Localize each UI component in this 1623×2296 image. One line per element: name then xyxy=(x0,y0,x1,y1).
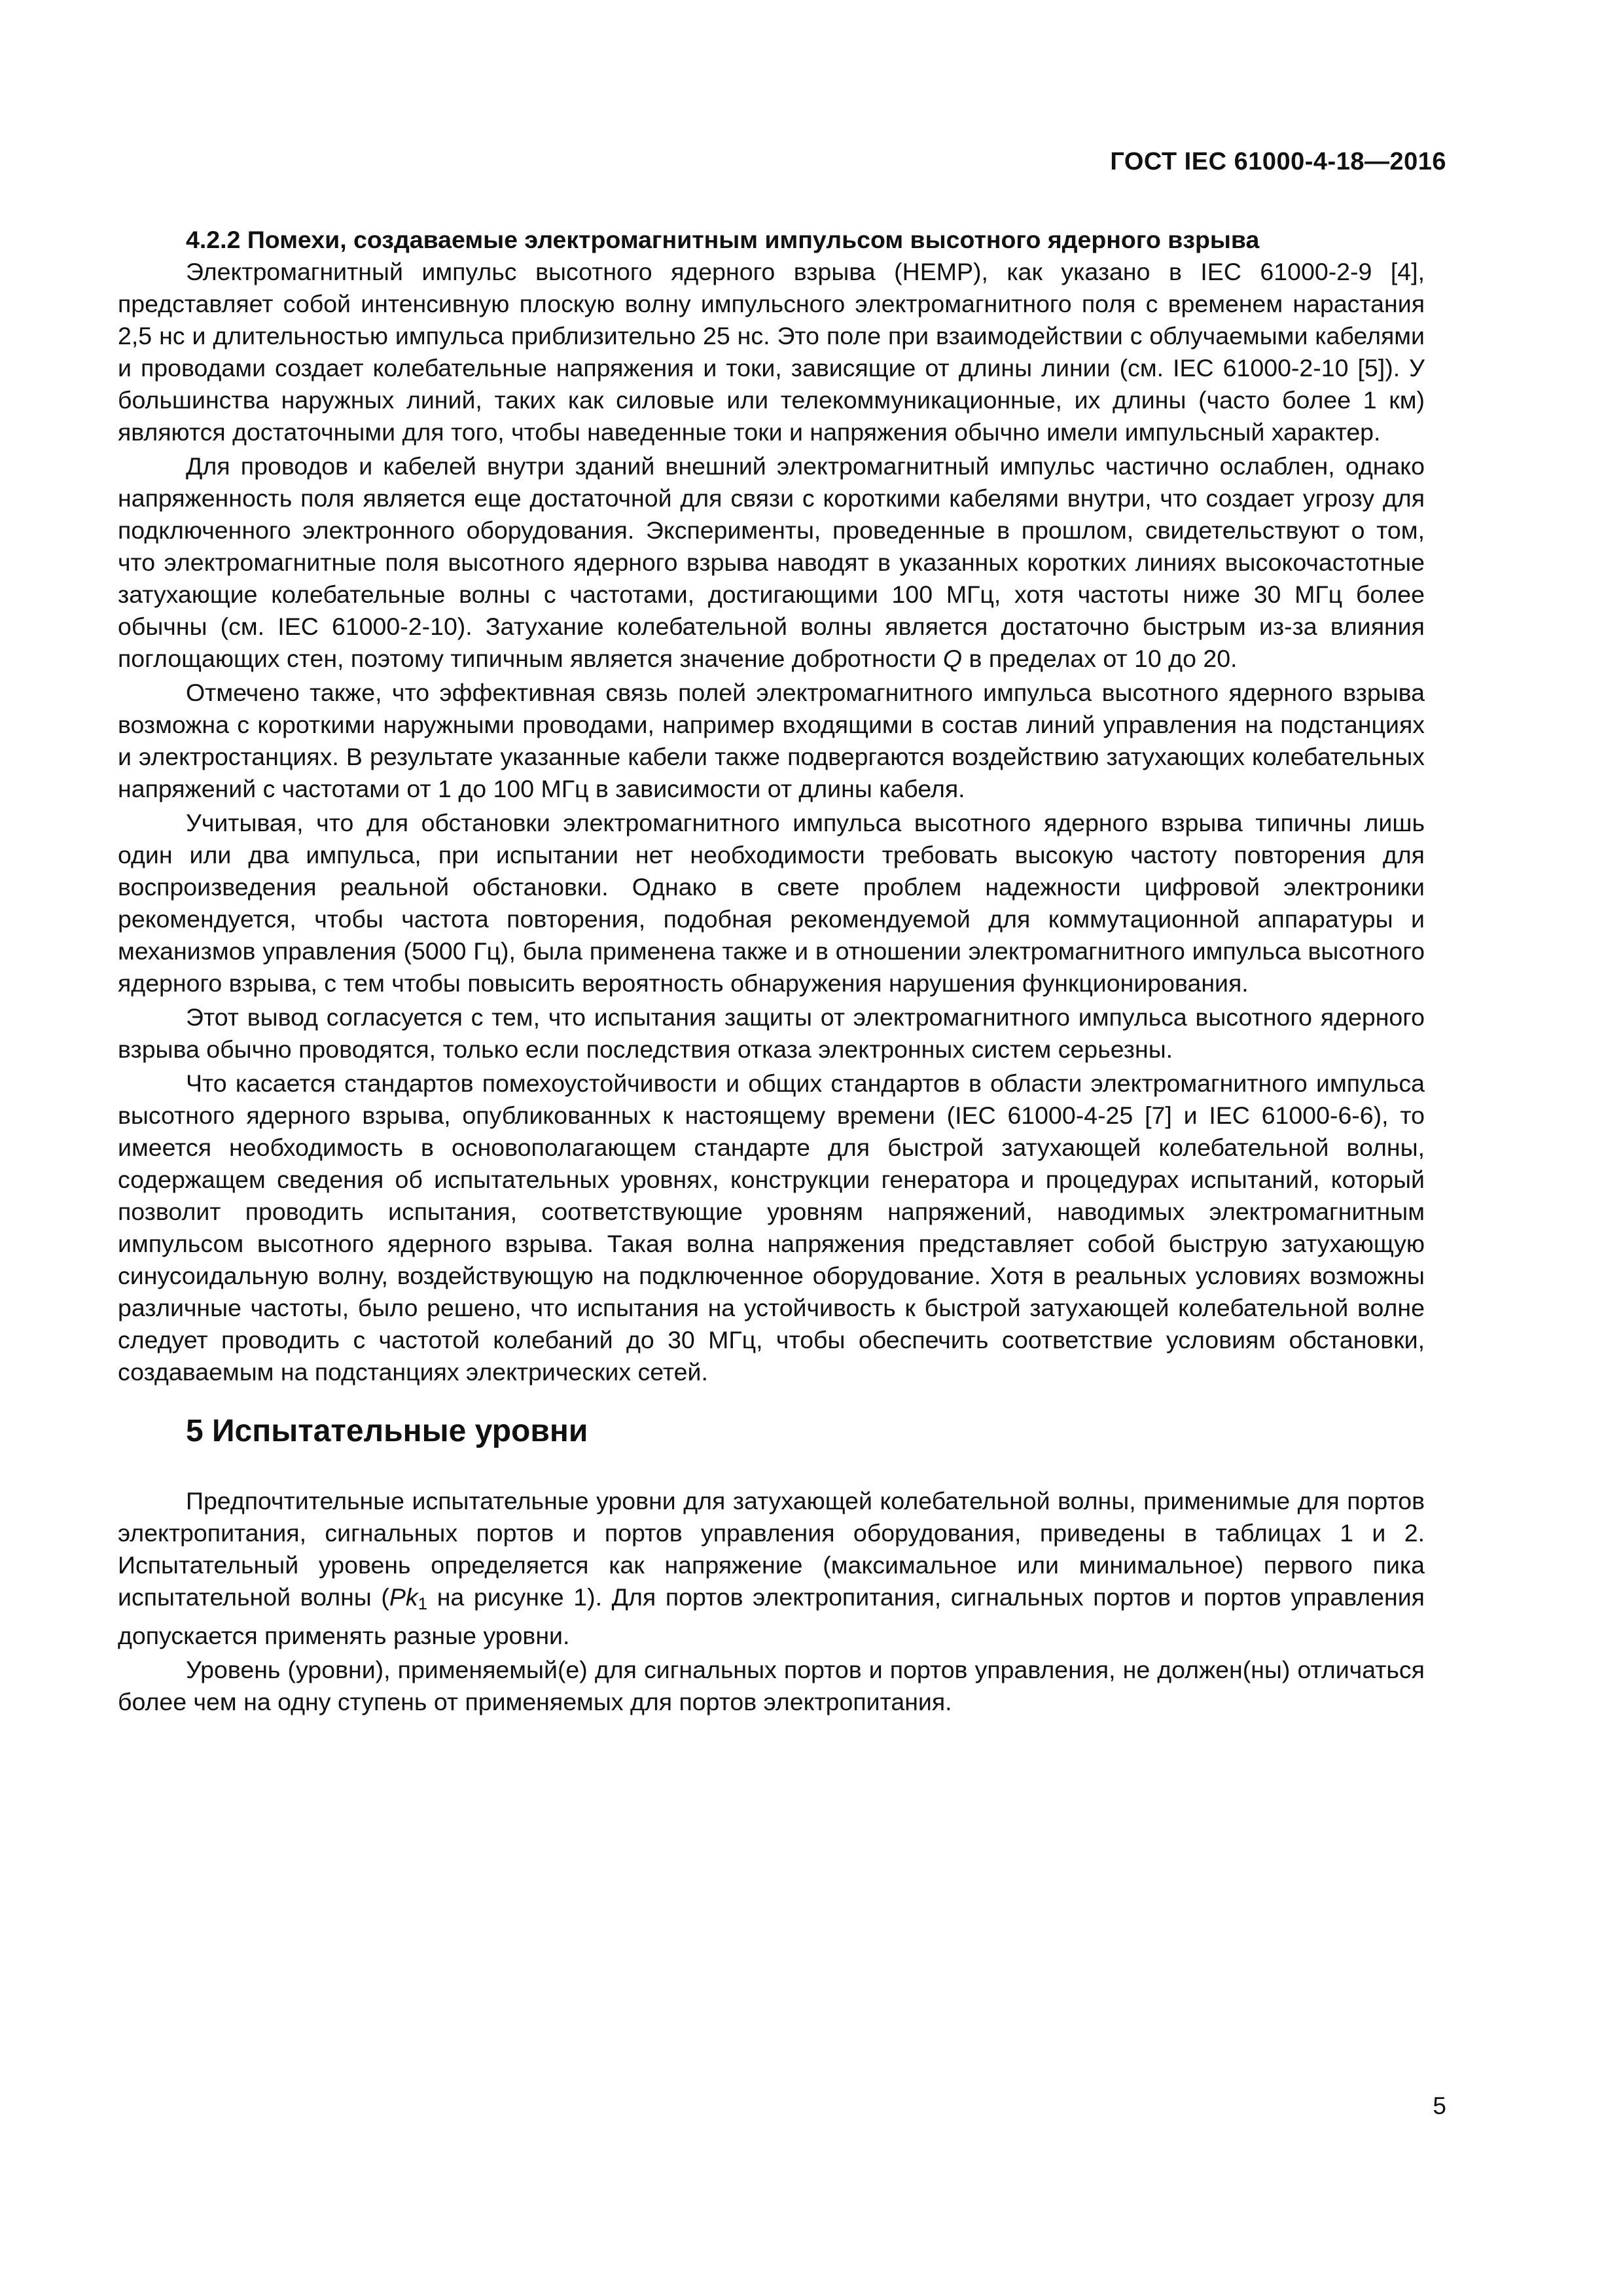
paragraph-hemp-intro: Электромагнитный импульс высотного ядерного взрыва (HEMP), как указано в IEC 61000-2-9 [4], представляет собой интенсивную плоскую волну импульсного электромагнитного поля с временем нарастания 2,5 нс и длительностью импульса приблизительно 25 нс. Это поле при взаимодействии с облучаемыми кабелями и проводами создает колебательные напряжения и токи, зависящие от длины линии (см. IEC 61000-2-10 [5]). У большинства наружных линий, таких как силовые или телекоммуникационные, их длины (часто более 1 км) являются достаточными для того, чтобы наведенные токи и напряжения обычно имели импульсный характер. xyxy=(118,258,1425,446)
document-header: ГОСТ IEC 61000-4-18—2016 xyxy=(1110,148,1446,175)
paragraph-conclusion: Этот вывод согласуется с тем, что испытания защиты от электромагнитного импульса высотного ядерного взрыва обычно проводятся, только если последствия отказа электронных систем серьезны. xyxy=(118,1003,1425,1063)
paragraph-standards: Что касается стандартов помехоустойчивости и общих стандартов в области электромагнитного импульса высотного ядерного взрыва, опубликованных к настоящему времени (IEC 61000-4-25 [7] и IEC 61000-6-6), то имеется необходимость в основополагающем стандарте для быстрой затухающей колебательной волны, содержащем сведения об испытательных уровнях, конструкции генератора и процедурах испытаний, который позволит проводить испытания, соответствующие уровням напряжений, наводимых электромагнитным импульсом высотного ядерного взрыва. Такая волна напряжения представляет собой быструю затухающую синусоидальную волну, воздействующую на подключенное оборудование. Хотя в реальных условиях возможны различные частоты, было решено, что испытания на устойчивость к быстрой затухающей колебательной волне следует проводить с частотой колебаний до 30 МГц, чтобы обеспечить соответствие условиям обстановки, создаваемым на подстанциях электрических сетей. xyxy=(118,1069,1425,1386)
text-run: в пределах от 10 до 20. xyxy=(962,645,1238,672)
page-number: 5 xyxy=(1433,2092,1446,2119)
subsection-heading-4-2-2: 4.2.2 Помехи, создаваемые электромагнитным импульсом высотного ядерного взрыва xyxy=(186,226,1260,253)
paragraph-indoor-cables xyxy=(118,450,1425,675)
paragraph-level-difference: Уровень (уровни), применяемый(е) для сигнальных портов и портов управления, не должен(ны) отличаться более чем на одну ступень от применяемых для портов электропитания. xyxy=(118,1656,1425,1715)
text-run: Предпочтительные испытательные уровни для затухающей колебательной волны, применимые для портов электропитания, сигнальных портов и портов управления оборудования, приведены в таблицах 1 и 2. Испытательный уровень определяется как напряжение (максимальное или минимальное) первого пика испытательной волны ( xyxy=(118,1487,1425,1611)
text-run: Для проводов и кабелей внутри зданий внешний электромагнитный импульс частично ослаблен, однако напряженность поля является еще достаточной для связи с короткими кабелями внутри, что создает угрозу для подключенного электронного оборудования. Эксперименты, проведенные в прошлом, свидетельствуют о том, что электромагнитные поля высотного ядерного взрыва наводят в указанных коротких линиях высокочастотные затухающие колебательные волны с частотами, достигающими 100 МГц, хотя частоты ниже 30 МГц более обычны (см. IEC 61000-2-10). Затухание колебательной волны является достаточно быстрым из-за влияния поглощающих стен, поэтому типичным является значение добротности xyxy=(118,452,1425,672)
paragraph-short-outdoor-wires: Отмечено также, что эффективная связь полей электромагнитного импульса высотного ядерного взрыва возможна с короткими наружными проводами, например входящими в состав линий управления на подстанциях и электростанциях. В результате указанные кабели также подвергаются воздействию затухающих колебательных напряжений с частотами от 1 до 100 МГц в зависимости от длины кабеля. xyxy=(118,679,1425,802)
paragraph-test-levels xyxy=(118,1485,1425,1652)
q-factor-symbol: Q xyxy=(942,645,963,672)
page-content xyxy=(118,224,1425,1718)
text-run: на рисунке 1). Для портов электропитания, сигнальных портов и портов управления допускается применять разные уровни. xyxy=(118,1583,1425,1649)
peak-symbol: Pk xyxy=(389,1583,418,1611)
paragraph-repetition-rate: Учитывая, что для обстановки электромагнитного импульса высотного ядерного взрыва типичны лишь один или два импульса, при испытании нет необходимости требовать высокую частоту повторения для воспроизведения реальной обстановки. Однако в свете проблем надежности цифровой электроники рекомендуется, чтобы частота повторения, подобная рекомендуемой для коммутационной аппаратуры и механизмов управления (5000 Гц), была применена также и в отношении электромагнитного импульса высотного ядерного взрыва, с тем чтобы повысить вероятность обнаружения нарушения функционирования. xyxy=(118,809,1425,997)
section-heading-5: 5 Испытательные уровни xyxy=(186,1414,588,1448)
peak-subscript: 1 xyxy=(418,1594,428,1613)
